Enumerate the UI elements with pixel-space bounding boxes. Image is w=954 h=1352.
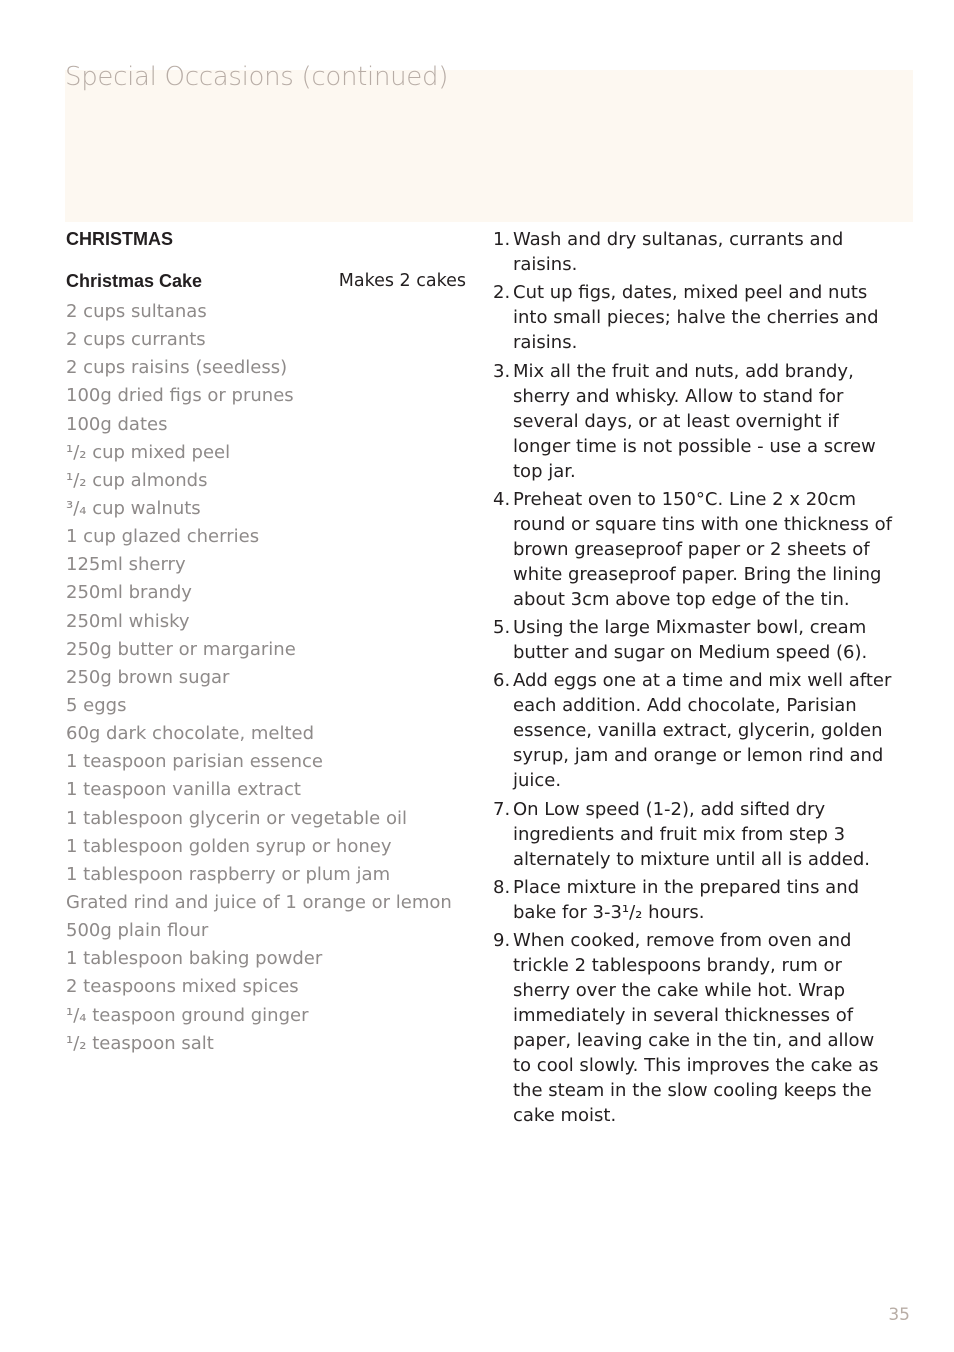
ingredient-item: Grated rind and juice of 1 orange or lemon (66, 891, 452, 913)
step-number: 2. (493, 282, 511, 304)
recipe-heading-row (66, 270, 466, 292)
ingredient-item: 1 cup glazed cherries (66, 526, 260, 548)
ingredient-item: 60g dark chocolate, melted (66, 723, 315, 745)
page-number: 35 (888, 1305, 910, 1325)
ingredient-item: ¹/₂ cup almonds (66, 469, 208, 491)
ingredient-item: ¹/₂ cup mixed peel (66, 441, 231, 463)
ingredient-item: 5 eggs (66, 694, 127, 716)
ingredient-list (66, 298, 466, 1058)
method-steps (493, 227, 893, 1128)
step-number: 6. (493, 670, 511, 692)
step-text: Preheat oven to 150°C. Line 2 x 20cm round or square tins with one thickness of brown greaseproof paper or 2 sheets of white greaseproof paper. Bring the lining about 3cm above top edge of the tin. (513, 488, 892, 610)
step-number: 3. (493, 360, 511, 382)
recipe-name: Christmas Cake (66, 271, 203, 291)
step-number: 8. (493, 877, 511, 899)
ingredients-column (66, 228, 466, 1058)
step-number: 9. (493, 930, 511, 952)
method-step (493, 668, 893, 793)
method-step (493, 928, 893, 1128)
step-text: When cooked, remove from oven and trickle 2 tablespoons brandy, rum or sherry over the cake while hot. Wrap immediately in several thicknesses of paper, leaving cake in the tin, and allow to cool slowly. This improves the cake as the steam in the slow cooling keeps the cake moist. (513, 930, 879, 1127)
ingredient-item: 100g dates (66, 413, 168, 435)
ingredient-item: 2 cups raisins (seedless) (66, 357, 288, 379)
method-step (493, 615, 893, 665)
ingredient-item: 250g butter or margarine (66, 638, 296, 660)
ingredient-item: 1 tablespoon raspberry or plum jam (66, 863, 391, 885)
ingredient-item: 1 tablespoon golden syrup or honey (66, 835, 392, 857)
ingredient-item: ¹/₄ teaspoon ground ginger (66, 1004, 309, 1026)
page-title: Special Occasions (continued) (65, 62, 449, 92)
ingredient-item: 1 teaspoon parisian essence (66, 751, 323, 773)
ingredient-item: 1 teaspoon vanilla extract (66, 779, 301, 801)
step-number: 1. (493, 229, 511, 250)
ingredient-item: 2 cups sultanas (66, 301, 207, 322)
step-text: Place mixture in the prepared tins and bake for 3-3¹/₂ hours. (513, 877, 860, 924)
ingredient-item: ¹/₂ teaspoon salt (66, 1032, 214, 1054)
ingredient-item: ³/₄ cup walnuts (66, 497, 201, 519)
step-text: Wash and dry sultanas, currants and raisins. (513, 229, 844, 275)
method-step (493, 875, 893, 925)
step-text: Mix all the fruit and nuts, add brandy, sherry and whisky. Allow to stand for several days, or at least overnight if longer time is not possible - use a screw top jar. (513, 360, 876, 482)
section-title: CHRISTMAS (66, 229, 173, 249)
ingredient-item: 125ml sherry (66, 554, 186, 576)
step-text: Using the large Mixmaster bowl, cream butter and sugar on Medium speed (6). (513, 617, 868, 664)
recipe-yield: Makes 2 cakes (338, 271, 466, 291)
method-step (493, 487, 893, 612)
step-text: Add eggs one at a time and mix well after each addition. Add chocolate, Parisian essence, vanilla extract, glycerin, golden syrup, jam and orange or lemon rind and juice. (513, 670, 892, 792)
ingredient-item: 250g brown sugar (66, 666, 230, 688)
method-step (493, 227, 893, 277)
method-step (493, 280, 893, 355)
ingredient-item: 250ml brandy (66, 582, 192, 604)
step-text: On Low speed (1-2), add sifted dry ingredients and fruit mix from step 3 alternately to mixture until all is added. (513, 798, 870, 870)
ingredient-item: 500g plain flour (66, 920, 209, 942)
method-step (493, 359, 893, 484)
method-step (493, 797, 893, 872)
step-number: 4. (493, 488, 511, 510)
step-number: 7. (493, 798, 511, 820)
ingredient-item: 2 cups currants (66, 329, 206, 351)
ingredient-item: 1 tablespoon baking powder (66, 948, 323, 970)
ingredient-item: 2 teaspoons mixed spices (66, 976, 299, 998)
header-band (65, 70, 913, 222)
step-text: Cut up figs, dates, mixed peel and nuts into small pieces; halve the cherries and raisins. (513, 282, 879, 354)
ingredient-item: 1 tablespoon glycerin or vegetable oil (66, 807, 407, 829)
ingredient-item: 250ml whisky (66, 610, 190, 632)
ingredient-item: 100g dried figs or prunes (66, 385, 294, 407)
step-number: 5. (493, 617, 511, 639)
method-column (493, 227, 893, 1132)
